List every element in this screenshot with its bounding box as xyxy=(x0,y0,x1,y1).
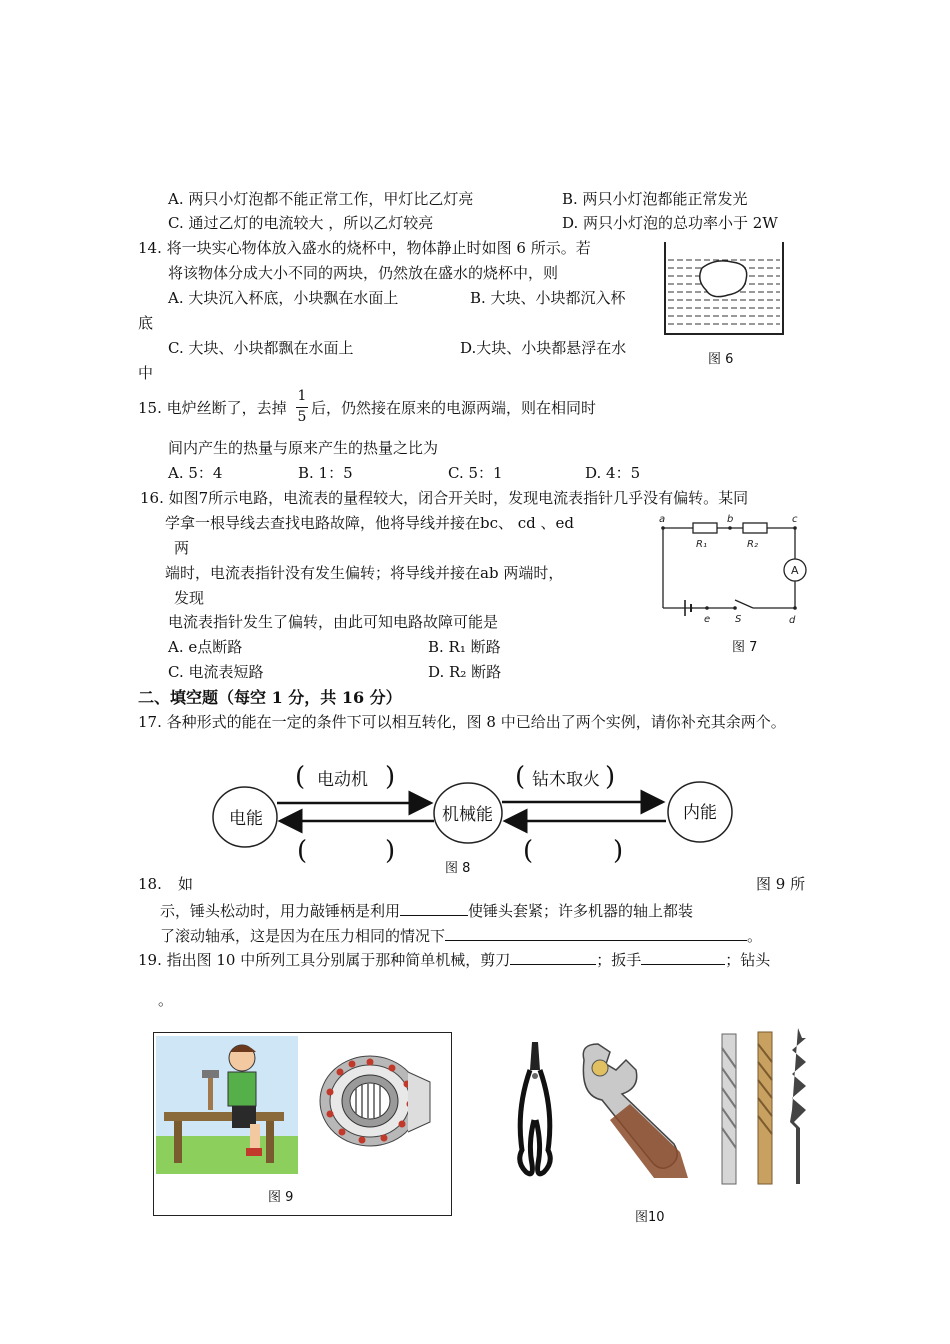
figure-8-energy-diagram xyxy=(205,755,745,880)
switch-label-s: S xyxy=(735,614,742,625)
q19-line1 xyxy=(138,950,770,970)
q13-option-d: D. 两只小灯泡的总功率小于 2W xyxy=(562,214,778,232)
figure-10-caption: 图10 xyxy=(635,1210,665,1225)
label-electric-motor: 电动机 xyxy=(317,770,368,790)
node-mechanical-energy-label: 机械能 xyxy=(442,805,493,825)
q15-option-c: C. 5：1 xyxy=(448,464,503,482)
q18-number: 18. xyxy=(138,875,162,893)
node-label-b: b xyxy=(727,514,734,525)
q15-stem-line2: 间内产生的热量与原来产生的热量之比为 xyxy=(168,439,439,457)
q19-blank-scissors[interactable] xyxy=(510,950,596,965)
q18-blank-2[interactable] xyxy=(445,926,747,941)
q14-option-b: B. 大块、小块都沉入杯 xyxy=(470,289,626,307)
paren-open-bottom-right: ( xyxy=(523,836,534,866)
q18-line3 xyxy=(160,926,762,946)
q19-part-b: ；扳手 xyxy=(596,951,642,969)
section-2-title: 二、填空题（每空 1 分，共 16 分） xyxy=(138,688,402,707)
figure-7-circuit xyxy=(655,512,815,627)
q18-line3-part-a: 了滚动轴承，这是因为在压力相同的情况下 xyxy=(160,927,446,945)
q15-fraction-numerator: 1 xyxy=(297,388,307,404)
q18-line2 xyxy=(160,901,693,921)
figure-9-caption: 图 9 xyxy=(268,1190,294,1205)
node-label-a: a xyxy=(659,514,666,525)
figure-6-beaker xyxy=(660,240,790,340)
paren-close-bottom-left: ) xyxy=(385,836,396,866)
q14-option-d-cont: 中 xyxy=(138,364,154,382)
figure-10-drill-bits xyxy=(714,1028,810,1188)
paren-open-bottom-left: ( xyxy=(297,836,308,866)
q17-stem: 17. 各种形式的能在一定的条件下可以相互转化，图 8 中已给出了两个实例，请你补充其余两个。 xyxy=(138,713,786,731)
q14-option-a: A. 大块沉入杯底，小块飘在水面上 xyxy=(168,289,399,307)
q13-option-a: A. 两只小灯泡都不能正常工作，甲灯比乙灯亮 xyxy=(168,190,474,208)
q18-line3-end: 。 xyxy=(747,927,763,945)
figure-10-scissors xyxy=(510,1040,560,1186)
fraction-bar xyxy=(296,407,308,408)
q14-option-c: C. 大块、小块都飘在水面上 xyxy=(168,339,354,357)
node-internal-energy-label: 内能 xyxy=(683,803,717,823)
resistor-r2 xyxy=(743,523,767,533)
node-label-d: d xyxy=(789,615,796,626)
q15-fraction-denominator: 5 xyxy=(297,409,307,425)
q16-option-b: B. R₁ 断路 xyxy=(428,638,501,656)
node-label-e: e xyxy=(704,614,711,625)
q16-option-d: D. R₂ 断路 xyxy=(428,663,502,681)
q14-stem-line1: 14. 将一块实心物体放入盛水的烧杯中，物体静止时如图 6 所示。若 xyxy=(138,239,591,257)
q16-stem-line3: 端时，电流表指针没有发生偏转；将导线并接在ab 两端时， xyxy=(165,564,564,582)
q15-stem-suffix: 后，仍然接在原来的电源两端，则在相同时 xyxy=(311,399,597,417)
bench-top xyxy=(164,1112,284,1121)
q15-option-b: B. 1：5 xyxy=(298,464,353,482)
paren-open-top-right: ( xyxy=(515,762,526,792)
resistor-r2-label: R₂ xyxy=(747,539,758,550)
q16-stem-line2b: 两 xyxy=(174,539,190,557)
q14-option-b-cont: 底 xyxy=(138,314,154,332)
q13-option-c: C. 通过乙灯的电流较大 ，所以乙灯较亮 xyxy=(168,214,434,232)
resistor-r1-label: R₁ xyxy=(696,539,707,550)
q18-blank-1[interactable] xyxy=(400,901,468,916)
paren-close-top-right: ) xyxy=(605,762,616,792)
q19-part-c: ；钻头 xyxy=(725,951,771,969)
q13-option-b: B. 两只小灯泡都能正常发光 xyxy=(562,190,748,208)
paren-open-top-left: ( xyxy=(295,762,306,792)
q14-stem-line2: 将该物体分成大小不同的两块，仍然放在盛水的烧杯中，则 xyxy=(168,264,559,282)
q15-stem-prefix: 15. 电炉丝断了，去掉 xyxy=(138,399,287,417)
ammeter-label: A xyxy=(791,564,799,577)
q16-option-a: A. e点断路 xyxy=(168,638,243,656)
q16-option-c: C. 电流表短路 xyxy=(168,663,264,681)
hammer-handle xyxy=(208,1076,213,1110)
figure-9-bearing xyxy=(312,1052,434,1150)
q19-line2: 。 xyxy=(158,991,174,1009)
q19-blank-wrench[interactable] xyxy=(641,950,725,965)
q16-stem-line3b: 发现 xyxy=(174,589,205,607)
q15-option-d: D. 4：5 xyxy=(585,464,641,482)
q14-option-d: D.大块、小块都悬浮在水 xyxy=(460,339,627,357)
q18-figure-ref: 图 9 所 xyxy=(756,875,806,893)
figure-7-caption: 图 7 xyxy=(732,640,758,655)
figure-10-wrench xyxy=(570,1040,690,1180)
label-friction-fire: 钻木取火 xyxy=(532,770,600,790)
figure-6-caption: 图 6 xyxy=(708,352,734,367)
figure-9-hammer-scene xyxy=(156,1036,298,1174)
figure-8-caption: 图 8 xyxy=(445,861,471,876)
floating-object xyxy=(700,261,747,297)
node-electric-energy-label: 电能 xyxy=(229,809,263,829)
person-shirt xyxy=(228,1072,256,1106)
paren-close-bottom-right: ) xyxy=(613,836,624,866)
q16-stem-line2: 学拿一根导线去查找电路故障，他将导线并接在bc、 cd 、ed xyxy=(165,514,575,532)
q16-stem-line1: 16. 如图7所示电路，电流表的量程较大，闭合开关时，发现电流表指针几乎没有偏转。某同 xyxy=(140,489,749,507)
q18-word-ru: 如 xyxy=(178,875,194,893)
node-label-c: c xyxy=(792,514,798,525)
q15-option-a: A. 5：4 xyxy=(168,464,223,482)
q18-line2-part-a: 示，锤头松动时，用力敲锤柄是利用 xyxy=(160,902,401,920)
paren-close-top-left: ) xyxy=(385,762,396,792)
q18-line2-part-b: 使锤头套紧；许多机器的轴上都装 xyxy=(468,902,694,920)
resistor-r1 xyxy=(693,523,717,533)
hammer-head xyxy=(202,1070,219,1078)
q19-part-a: 19. 指出图 10 中所列工具分别属于那种简单机械，剪刀 xyxy=(138,951,511,969)
q16-stem-line4: 电流表指针发生了偏转，由此可知电路故障可能是 xyxy=(168,613,499,631)
